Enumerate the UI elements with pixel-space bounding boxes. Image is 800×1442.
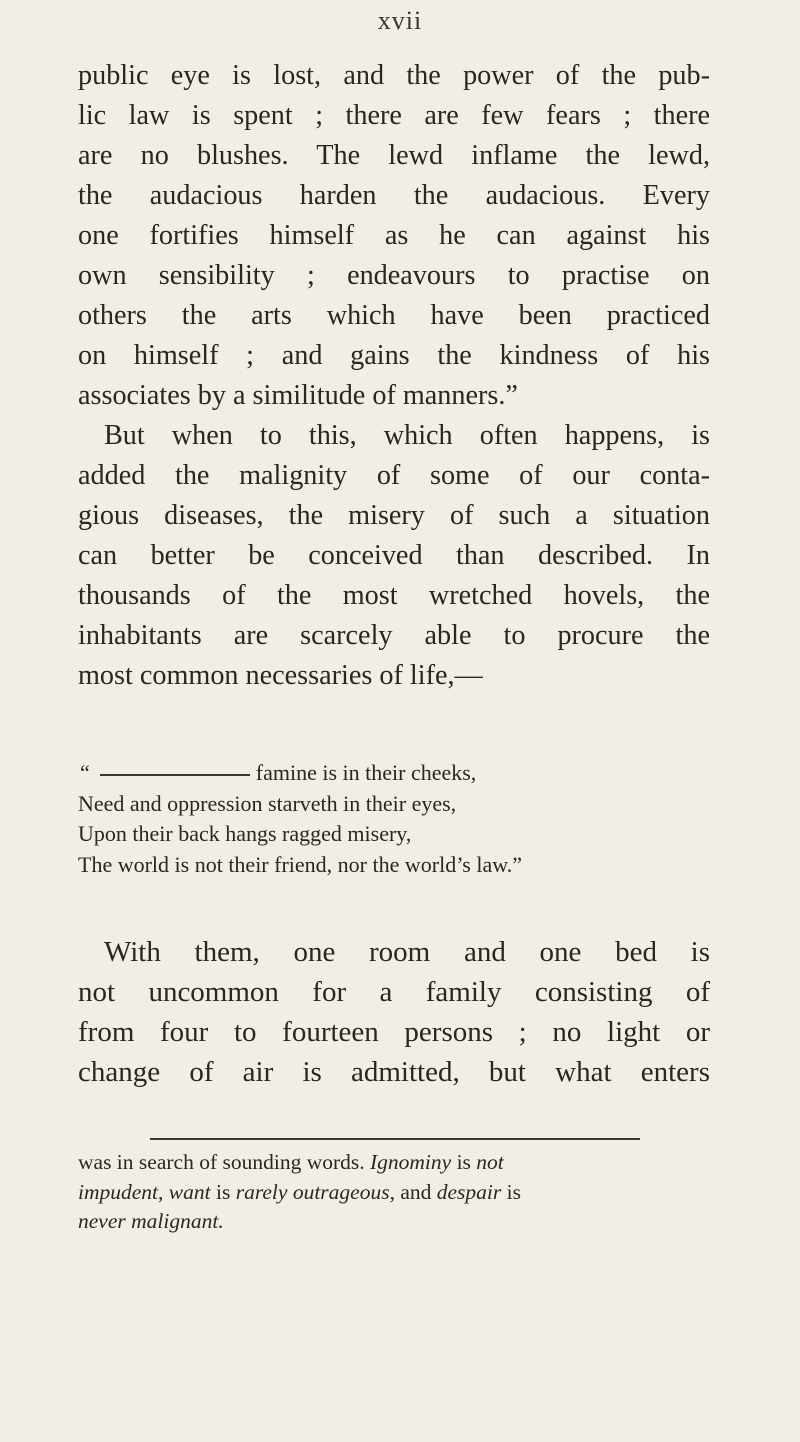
text-line: from four to fourteen persons ; no light or [78,1016,710,1048]
text-line: lic law is spent ; there are few fears ; there [78,100,710,131]
footnote-italic: rarely outrageous [235,1179,390,1204]
text-line: can better be conceived than described. In [78,540,710,571]
footnote-line [78,1178,710,1208]
text-line: gious diseases, the misery of such a situation [78,500,710,531]
em-dash-rule [100,774,250,776]
footnote-rule [150,1138,640,1140]
text-line: the audacious harden the audacious. Every [78,180,710,211]
footnote-line: never malignant. [78,1209,224,1233]
text-line: added the malignity of some of our conta- [78,460,710,491]
text-line: But when to this, which often happens, is [104,420,710,451]
footnote-line [78,1148,710,1178]
main-text [78,56,710,696]
footnote-text: is [210,1179,236,1204]
text-line: are no blushes. The lewd inflame the lewd, [78,140,710,171]
footnote [78,1148,710,1237]
footnote-text: , [158,1179,169,1204]
text-line: on himself ; and gains the kindness of his [78,340,710,371]
footnote-italic: Ignominy [370,1150,452,1174]
open-quote-mark: “ [80,760,90,785]
verse-line: The world is not their friend, nor the world’s law.” [78,851,522,877]
footnote-italic: want [168,1179,211,1204]
verse-line [78,758,710,789]
verse-quotation [78,758,710,880]
footnote-text: , and [389,1179,437,1204]
footnote-italic: despair [436,1179,502,1204]
text-line: With them, one room and one bed is [104,936,710,968]
footnote-italic: impudent [78,1179,159,1204]
main-text-continued [78,932,710,1092]
footnote-text: is [451,1150,477,1174]
footnote-text: is [501,1179,521,1204]
verse-text: famine is in their cheeks, [255,760,477,785]
text-line: thousands of the most wretched hovels, the [78,580,710,611]
text-line: others the arts which have been practiced [78,300,710,331]
verse-line: Upon their back hangs ragged misery, [78,821,412,846]
text-line: associates by a similitude of manners.” [78,380,518,411]
footnote-italic: not [476,1150,504,1174]
footnote-text: was in search of sounding words. [78,1150,370,1174]
text-line: change of air is admitted, but what enters [78,1056,710,1088]
text-line: one fortifies himself as he can against his [78,220,710,251]
page-number: xvii [377,6,423,35]
text-line: public eye is lost, and the power of the pub- [78,60,710,91]
text-line: most common necessaries of life,— [78,660,483,691]
text-line: not uncommon for a family consisting of [78,976,710,1008]
text-line: inhabitants are scarcely able to procure the [78,620,710,651]
text-line: own sensibility ; endeavours to practise on [78,260,710,291]
verse-line: Need and oppression starveth in their eyes, [78,790,457,816]
